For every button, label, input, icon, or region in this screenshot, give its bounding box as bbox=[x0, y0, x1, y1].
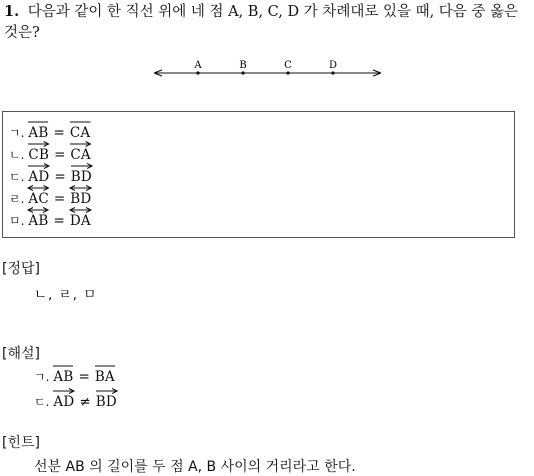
point-c-label: C bbox=[284, 60, 292, 71]
ray-symbol: AD bbox=[28, 163, 49, 185]
choice-rieul bbox=[9, 187, 91, 207]
equals-sign: = bbox=[78, 369, 90, 385]
line-symbol: AC bbox=[28, 185, 48, 207]
point-b bbox=[239, 60, 246, 75]
segment-bar-icon bbox=[95, 363, 115, 370]
explanation-marker: ㄱ. bbox=[34, 370, 50, 384]
ray-symbol: BD bbox=[71, 163, 92, 185]
ray-symbol: AD bbox=[53, 388, 74, 410]
line-symbol: DA bbox=[70, 207, 91, 229]
choices-box bbox=[2, 111, 515, 238]
line-arrows-icon bbox=[70, 185, 91, 192]
choice-marker: ㄱ. bbox=[9, 126, 25, 140]
choice-marker: ㄴ. bbox=[9, 148, 25, 162]
ray-arrow-icon bbox=[53, 388, 74, 395]
segment-symbol: BA bbox=[95, 363, 115, 385]
not-equals-sign: ≠ bbox=[79, 394, 91, 410]
ray-arrow-icon bbox=[70, 141, 90, 148]
answer-text: ㄴ, ㄹ, ㅁ bbox=[34, 287, 98, 303]
explanation-label: [해설] bbox=[2, 346, 40, 362]
question-title bbox=[4, 1, 530, 44]
question-text: 다음과 같이 한 직선 위에 네 점 A, B, C, D 가 차례대로 있을 때, 다음 중 옳은 것은? bbox=[4, 4, 519, 41]
line-arrows-icon bbox=[70, 207, 91, 214]
point-d-label: D bbox=[328, 60, 338, 71]
choice-marker: ㅁ. bbox=[9, 214, 25, 228]
point-b-label: B bbox=[239, 60, 247, 71]
equals-sign: = bbox=[54, 169, 66, 185]
line-symbol: BD bbox=[70, 185, 91, 207]
segment-symbol: AB bbox=[53, 363, 73, 385]
choice-mieum bbox=[9, 209, 91, 229]
ray-arrow-icon bbox=[28, 163, 49, 170]
segment-bar-icon bbox=[70, 119, 90, 126]
ray-symbol: CA bbox=[70, 141, 90, 163]
equals-sign: = bbox=[53, 191, 66, 207]
answer-label: [정답] bbox=[2, 261, 40, 277]
segment-bar-icon bbox=[53, 363, 73, 370]
choice-digeut bbox=[9, 165, 92, 185]
line-symbol: AB bbox=[28, 207, 48, 229]
ray-arrow-icon bbox=[96, 388, 117, 395]
point-c bbox=[284, 60, 292, 75]
question-number: 1. bbox=[4, 3, 20, 20]
equals-sign: = bbox=[53, 125, 65, 141]
point-a bbox=[193, 60, 202, 75]
explanation-item-digeut bbox=[34, 390, 117, 410]
explanation-marker: ㄷ. bbox=[34, 395, 50, 409]
line-arrows-icon bbox=[28, 207, 48, 214]
point-d bbox=[329, 60, 337, 75]
choice-nieun bbox=[9, 143, 91, 163]
ray-symbol: CB bbox=[28, 141, 49, 163]
ray-symbol: BD bbox=[96, 388, 117, 410]
line-arrows-icon bbox=[28, 185, 48, 192]
segment-bar-icon bbox=[28, 119, 48, 126]
ray-arrow-icon bbox=[28, 141, 49, 148]
ray-arrow-icon bbox=[71, 163, 92, 170]
equals-sign: = bbox=[53, 213, 65, 229]
choice-marker: ㄹ. bbox=[9, 192, 25, 206]
line-figure bbox=[150, 58, 386, 80]
segment-symbol: AB bbox=[28, 119, 48, 141]
equals-sign: = bbox=[54, 147, 66, 163]
segment-symbol: CA bbox=[70, 119, 90, 141]
choice-marker: ㄷ. bbox=[9, 170, 25, 184]
hint-label: [힌트] bbox=[2, 435, 40, 451]
explanation-item-giyeok bbox=[34, 365, 115, 385]
hint-text: 선분 AB 의 길이를 두 점 A, B 사이의 거리라고 한다. bbox=[34, 459, 356, 475]
choice-giyeok bbox=[9, 121, 90, 141]
point-a-label: A bbox=[194, 60, 202, 71]
